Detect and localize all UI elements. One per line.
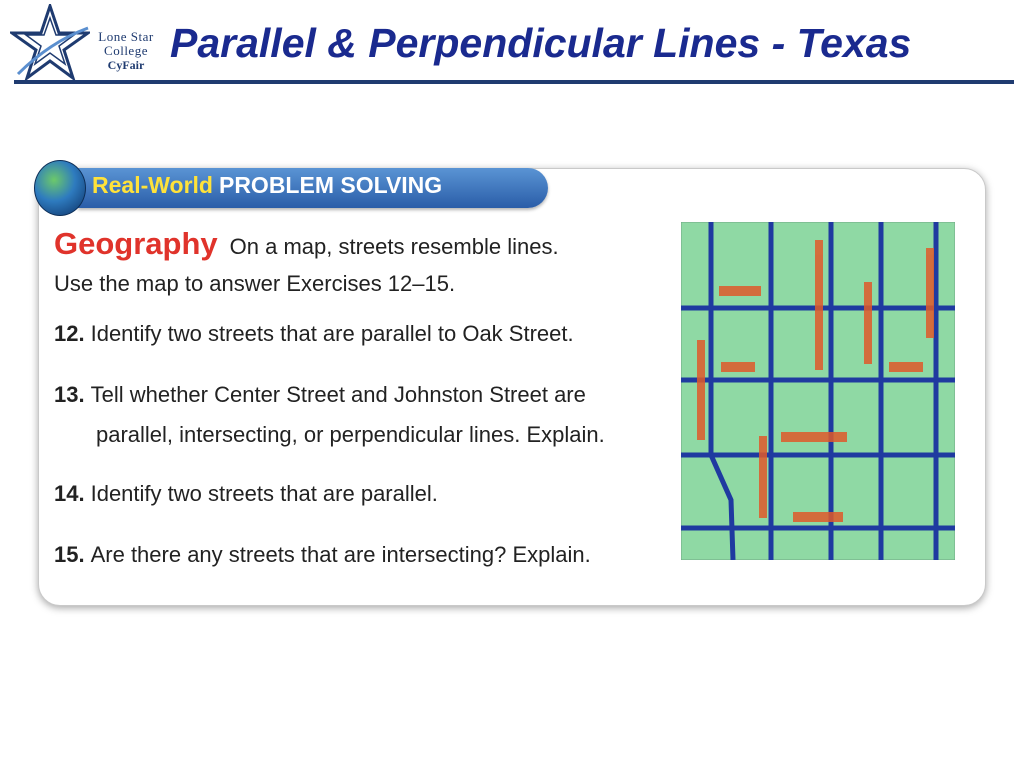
street-label (697, 340, 705, 440)
street-label (781, 432, 847, 442)
logo-text-line1: Lone Star (98, 29, 154, 44)
logo-text-line2: College (104, 43, 148, 58)
lone-star-college-logo (10, 4, 170, 82)
street-label (719, 286, 761, 296)
exercise-13 (54, 382, 586, 408)
title-divider (14, 80, 1014, 84)
globe-icon (34, 160, 86, 216)
street-label (864, 282, 872, 364)
exercise-number: 13. (54, 382, 85, 407)
street-label (759, 436, 767, 518)
street-label (889, 362, 923, 372)
intro-text-1: On a map, streets resemble lines. (229, 234, 559, 259)
exercise-text: Identify two streets that are parallel to Oak Street. (90, 321, 574, 346)
street-label (721, 362, 755, 372)
problem-solving-banner (34, 160, 514, 210)
exercise-15 (54, 542, 591, 568)
street-label (815, 240, 823, 370)
exercise-number: 15. (54, 542, 85, 567)
street-label (793, 512, 843, 522)
exercise-number: 14. (54, 481, 85, 506)
exercise-text: Tell whether Center Street and Johnston Street are (90, 382, 586, 407)
intro-line-1 (54, 226, 559, 262)
street-label (926, 248, 934, 338)
logo-text-line3: CyFair (107, 58, 145, 72)
banner-label-problem-solving: PROBLEM SOLVING (218, 172, 443, 198)
intro-line-2: Use the map to answer Exercises 12–15. (54, 271, 456, 296)
exercise-13-continued: parallel, intersecting, or perpendicular lines. Explain. (96, 422, 605, 447)
exercise-text: Identify two streets that are parallel. (90, 481, 438, 506)
street-map (681, 222, 955, 560)
exercise-12 (54, 321, 574, 347)
star-icon (10, 4, 90, 82)
subject-label: Geography (54, 226, 218, 261)
exercise-14 (54, 481, 438, 507)
exercise-text: Are there any streets that are intersecting? Explain. (90, 542, 591, 567)
banner-label-real-world: Real-World (92, 172, 213, 198)
slide-title: Parallel & Perpendicular Lines - Texas (170, 20, 912, 66)
exercise-number: 12. (54, 321, 85, 346)
